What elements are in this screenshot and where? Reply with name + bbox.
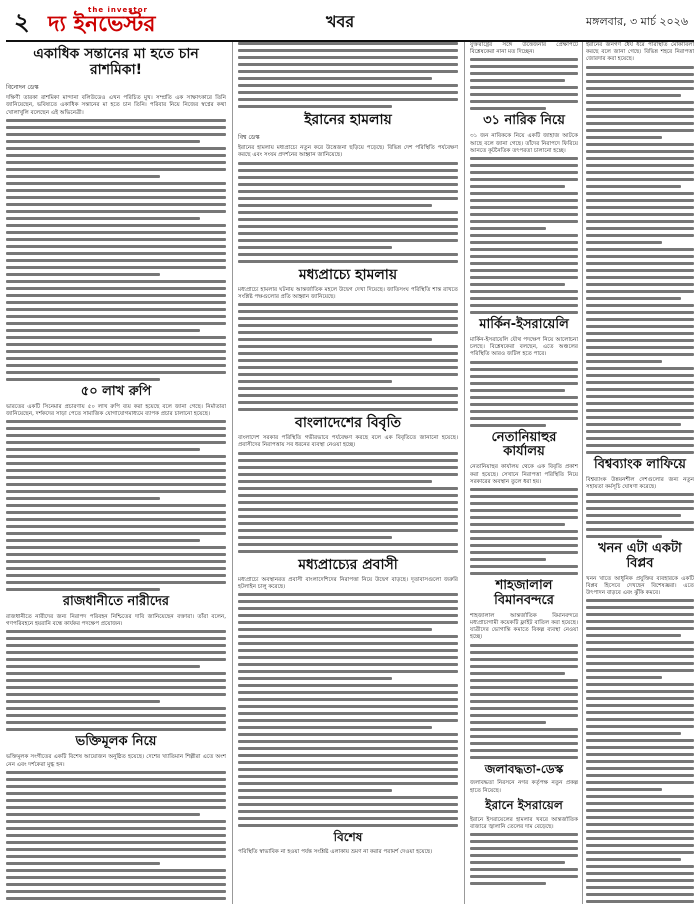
article-text-block — [6, 119, 226, 381]
article-body: ভারতের একটি সিনেমার প্রচারণায় ৫০ লাখ রুপি ব্যয় করা হয়েছে বলে জানা গেছে। নির্মাতারা জানিয়েছেন, দর্শকদের সাড়া পেতে সামাজিক যোগাযোগমাধ্যমে ব্যাপক প্রচার চালানো হয়েছে। — [6, 403, 226, 417]
article-body: নেতানিয়াহুর কার্যালয় থেকে এক বিবৃতি প্রকাশ করা হয়েছে। সেখানে নিরাপত্তা পরিস্থিতি নিয়ে সরকারের অবস্থান তুলে ধরা হয়। — [470, 464, 578, 485]
article-body: দক্ষিণী তারকা রাশমিকা মান্দানা বলিউডেও এখন পরিচিত মুখ। সম্প্রতি এক সাক্ষাৎকারে তিনি জানিয়েছেন, ভবিষ্যতে একাধিক সন্তানের মা হতে চান তিনি। পরিবার নিয়ে নিজের স্বপ্নের কথা খোলাখুলি বলেছেন এই অভিনেত্রী। — [6, 95, 226, 116]
column-divider — [464, 42, 465, 904]
article-text-block — [470, 644, 578, 759]
sub-column-right — [586, 42, 694, 904]
byline: বিশ্ব ডেস্ক — [238, 134, 260, 142]
headline-special: বিশেষ — [333, 830, 363, 844]
headline-israel-in-iran: ইরানে ইসরায়েল — [485, 797, 563, 812]
headline-iran-attack: ইরানের হামলায় — [304, 112, 392, 128]
article-text-block — [586, 493, 694, 538]
issue-date: মঙ্গলবার, ৩ মার্চ ২০২৬ — [586, 15, 688, 28]
article-text-block — [6, 630, 226, 731]
headline-waterlogging: জলাবদ্ধতা-ডেস্ক — [484, 761, 564, 776]
sub-column-left — [470, 42, 578, 904]
article-text-block — [238, 593, 458, 827]
headline-31-sailors: ৩১ নারিক নিয়ে — [483, 113, 565, 129]
column-3 — [470, 42, 694, 904]
article-body: মার্কিন-ইসরায়েলি যৌথ পদক্ষেপ নিয়ে আলোচনা চলছে। বিশ্লেষকেরা বলছেন, এতে অঞ্চলের পরিস্থিতি আরও জটিল হতে পারে। — [470, 336, 578, 358]
brand-name: দ্য ইনভেস্টর — [48, 12, 156, 37]
article-columns — [6, 42, 694, 904]
brand-tagline: the investor — [88, 6, 148, 14]
column-divider — [582, 42, 583, 904]
article-text-block — [470, 157, 578, 314]
headline-us-israel: মার্কিন-ইসরায়েলি — [479, 316, 569, 332]
column-divider — [232, 42, 233, 904]
article-body: বাংলাদেশ সরকার পরিস্থিতি গভীরভাবে পর্যবেক্ষণ করছে বলে এক বিবৃতিতে জানানো হয়েছে। প্রবাসীদের নিরাপত্তায় সব ধরনের ব্যবস্থা নেওয়া হচ্ছে। — [238, 435, 458, 449]
article-body: যুক্তরাষ্ট্রের সঙ্গে উত্তেজনার প্রেক্ষাপটে বিশ্লেষকেরা নানা মত দিচ্ছেন। — [470, 42, 578, 56]
article-body: মধ্যপ্রাচ্যে হামলার ঘটনায় আন্তর্জাতিক মহলে উদ্বেগ দেখা দিয়েছে। জাতিসংঘ পরিস্থিতি শান্ত রাখতে সংশ্লিষ্ট পক্ষগুলোর প্রতি আহ্বান জানিয়েছে। — [238, 286, 458, 300]
article-text-block — [238, 162, 458, 263]
article-text-block — [586, 599, 694, 904]
headline-expatriates: মধ্যপ্রাচ্যের প্রবাসী — [298, 556, 398, 573]
column-1 — [6, 42, 226, 904]
headline-shahjalal-airport: শাহজালাল বিমানবন্দরে — [494, 577, 554, 608]
article-body: ৩১ জন নাবিককে নিয়ে একটি জাহাজ আটকে আছে বলে জানা গেছে। তাঁদের নিরাপদে ফিরিয়ে আনতে কূটনৈতিক তৎপরতা চালানো হচ্ছে। — [470, 133, 578, 154]
article-text-block — [586, 66, 694, 454]
headline-netanyahu-office: নেতানিয়াহুর কার্যালয় — [491, 429, 557, 460]
article-body: খনন খাতে আধুনিক প্রযুক্তির ব্যবহারকে একটি বিপ্লব হিসেবে দেখছেন বিশেষজ্ঞরা। এতে উৎপাদন বাড়বে এবং ঝুঁকি কমবে। — [586, 575, 694, 597]
headline-devotional: ভক্তিমূলক নিয়ে — [75, 734, 157, 750]
article-text-block — [470, 833, 578, 885]
article-body: বিশ্বব্যাংক উন্নয়নশীল দেশগুলোর জন্য নতুন সহায়তা কর্মসূচি ঘোষণা করেছে। — [586, 476, 694, 490]
masthead — [6, 4, 694, 42]
article-text-block — [238, 303, 458, 411]
headline-rashmika: একাধিক সন্তানের মা হতে চান রাশমিকা! — [33, 46, 199, 79]
headline-50-lakh: ৫০ লাখ রুপি — [80, 383, 152, 399]
headline-world-bank: বিশ্বব্যাংক লাফিয়ে — [594, 456, 686, 472]
article-body: জলাবদ্ধতা নিরসনে নগর কর্তৃপক্ষ নতুন প্রকল্প হাতে নিয়েছে। — [470, 780, 578, 794]
article-text-block — [470, 58, 578, 110]
headline-capital-women: রাজধানীতে নারীদের — [62, 594, 170, 610]
column-2 — [238, 42, 458, 904]
page-number: ২ — [14, 8, 30, 36]
article-body: শাহজালাল আন্তর্জাতিক বিমানবন্দরে মধ্যপ্রাচ্যগামী কয়েকটি ফ্লাইট বাতিল করা হয়েছে। যাত্রীদের ভোগান্তি কমাতে বিকল্প ব্যবস্থা নেওয়া হচ্ছে। — [470, 612, 578, 641]
article-body: ইরানের হামলায় মধ্যপ্রাচ্যে নতুন করে উত্তেজনা ছড়িয়ে পড়েছে। বিভিন্ন দেশ পরিস্থিতি পর্যবেক্ষণ করছে এবং সংযম প্রদর্শনের আহ্বান জানিয়েছে। — [238, 145, 458, 159]
article-text-block — [470, 488, 578, 575]
article-text-block — [238, 42, 458, 108]
article-body: ইরানে ইসরায়েলের হামলার খবরে আন্তর্জাতিক বাজারে জ্বালানি তেলের দাম বেড়েছে। — [470, 816, 578, 830]
headline-middle-east-attack: মধ্যপ্রাচ্যে হামলায় — [298, 266, 398, 283]
article-text-block — [6, 771, 226, 904]
article-text-block — [470, 361, 578, 427]
article-text-block — [6, 420, 226, 591]
headline-bangladesh-statement: বাংলাদেশের বিবৃতি — [295, 415, 401, 431]
article-body: পরিস্থিতি স্বাভাবিক না হওয়া পর্যন্ত সংশ্লিষ্ট এলাকায় ভ্রমণ না করার পরামর্শ দেওয়া হয়েছে। — [238, 848, 433, 855]
section-title: খবর — [326, 12, 355, 31]
article-body: মধ্যপ্রাচ্যে অবস্থানরত প্রবাসী বাংলাদেশিদের নিরাপত্তা নিয়ে উদ্বেগ বাড়ছে। দূতাবাসগুলো জরুরি হটলাইন চালু করেছে। — [238, 576, 458, 590]
byline: বিনোদন ডেস্ক — [6, 84, 39, 92]
article-body: ভক্তিমূলক সংগীতের একটি বিশেষ আয়োজন অনুষ্ঠিত হয়েছে। দেশের খ্যাতিমান শিল্পীরা এতে অংশ নেন এবং দর্শকেরা মুগ্ধ হন। — [6, 754, 226, 768]
headline-mining-revolution: খনন এটা একটা বিপ্লব — [598, 540, 682, 571]
brand-logo — [48, 6, 208, 38]
article-body: রাজধানীতে নারীদের জন্য নিরাপদ পরিবহন নিশ্চিতের দাবি জানিয়েছেন বক্তারা। তাঁরা বলেন, গণপরিবহনে হয়রানি বন্ধে কার্যকর পদক্ষেপ প্রয়োজন। — [6, 614, 226, 628]
article-text-block — [238, 452, 458, 553]
article-body: ইরানের জনগণ ধৈর্য ধরে পরিস্থিতি মোকাবিলা করছে বলে জানা গেছে। বিভিন্ন শহরে নিরাপত্তা জোরদার করা হয়েছে। — [586, 42, 694, 63]
